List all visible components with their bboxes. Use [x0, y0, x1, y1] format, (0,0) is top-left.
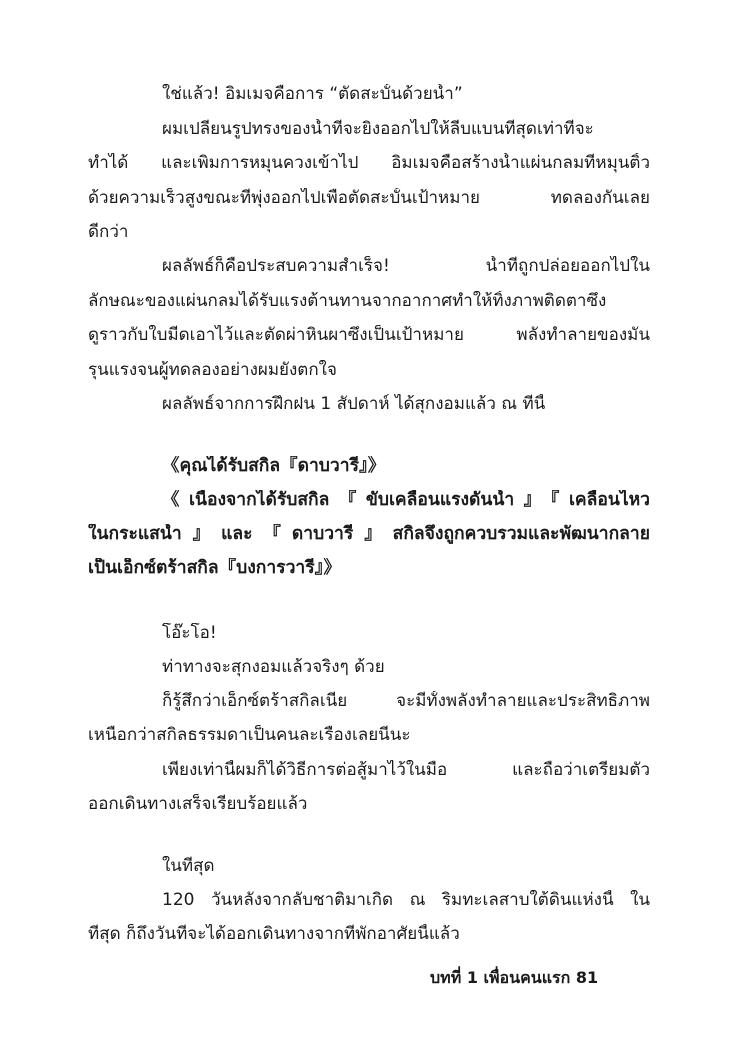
paragraph-line: ด้วยความเร็วสูงขณะที่พุ่งออกไปเพื่อตัดสะบั้นเป้าหมาย ทดลองกันเลย	[88, 188, 650, 208]
paragraph-line: ท่าทางจะสุกงอมแล้วจริงๆ ด้วย	[162, 657, 385, 677]
paragraph-line: 120 วันหลังจากลับชาติมาเกิด ณ ริมทะเลสาบใต้ดินแห่งนี้ ใน	[162, 890, 650, 910]
paragraph-line: เหนือกว่าสกิลธรรมดาเป็นคนละเรื่องเลยนี่นะ	[88, 725, 411, 745]
paragraph-line: ผมเปลี่ยนรูปทรงของน้ำที่จะยิงออกไปให้ลีบแบนที่สุดเท่าที่จะ	[162, 119, 594, 139]
paragraph-line: เพียงเท่านี้ผมก็ได้วิธีการต่อสู้มาไว้ในมือ และถือว่าเตรียมตัว	[162, 760, 650, 780]
paragraph-line: ในที่สุด	[162, 856, 215, 876]
paragraph-line: ลักษณะของแผ่นกลมได้รับแรงต้านทานจากอากาศทำให้ทิ้งภาพติดตาซึ่ง	[88, 291, 607, 311]
paragraph-line: ดีกว่า	[88, 222, 129, 242]
paragraph-line: ผลลัพธ์ก็คือประสบความสำเร็จ! น้ำที่ถูกปล่อยออกไปใน	[162, 256, 650, 276]
paragraph-line: ทำได้ และเพิ่มการหมุนควงเข้าไป อิมเมจคือสร้างน้ำแผ่นกลมที่หมุนติ้ว	[88, 153, 650, 173]
paragraph-line: ที่สุด ก็ถึงวันที่จะได้ออกเดินทางจากที่พักอาศัยนี้แล้ว	[88, 924, 460, 944]
paragraph-line: รุนแรงจนผู้ทดลองอย่างผมยังตกใจ	[88, 360, 337, 380]
system-message-line: 《คุณได้รับสกิล『ดาบวารี』》	[162, 456, 386, 476]
paragraph-line: ออกเดินทางเสร็จเรียบร้อยแล้ว	[88, 794, 308, 814]
paragraph-line: ผลลัพธ์จากการฝึกฝน 1 สัปดาห์ ได้สุกงอมแล้ว ณ ที่นี้	[162, 394, 546, 414]
paragraph-line: ก็รู้สึกว่าเอ็กซ์ตร้าสกิลเนี่ย จะมีทั้งพลังทำลายและประสิทธิภาพ	[162, 691, 650, 711]
system-message-line: ในกระแสน้ำ』และ『ดาบวารี』สกิลจึงถูกควบรวมและพัฒนากลาย	[88, 524, 650, 544]
system-message-line: เป็นเอ็กซ์ตร้าสกิล『บงการวารี』》	[88, 558, 341, 578]
paragraph-line: ดูราวกับใบมีดเอาไว้และตัดผ่าหินผาซึ่งเป็นเป้าหมาย พลังทำลายของมัน	[88, 325, 650, 345]
paragraph-line: โอ๊ะโอ!	[162, 623, 217, 643]
page-footer: บทที่ 1 เพื่อนคนแรก 81	[430, 968, 599, 987]
system-message-line: 《เนื่องจากได้รับสกิล『ขับเคลื่อนแรงดันน้ำ』『เคลื่อนไหว	[162, 490, 650, 510]
paragraph-line: ใช่แล้ว! อิมเมจคือการ “ตัดสะบั้นด้วยน้ำ”	[162, 84, 463, 104]
